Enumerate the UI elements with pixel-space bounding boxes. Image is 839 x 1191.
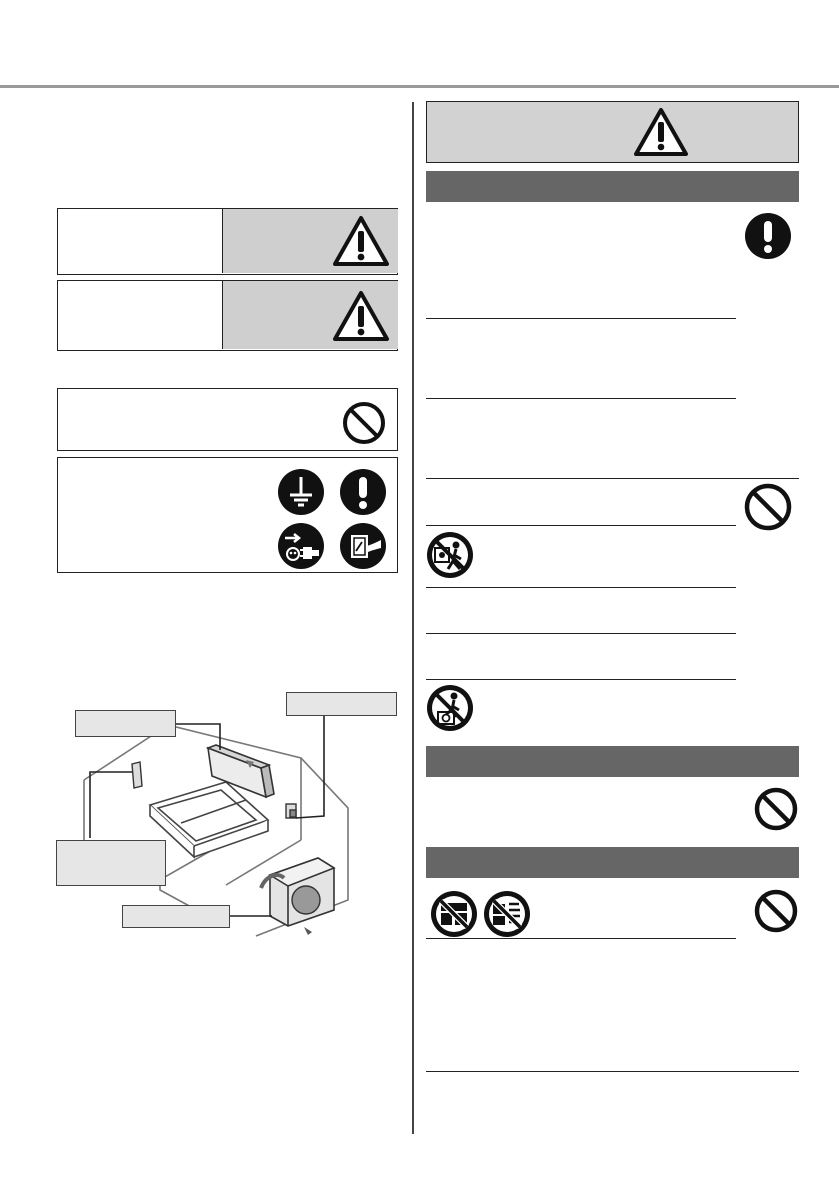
prohibited-text xyxy=(64,395,324,445)
mandatory-legend-box xyxy=(57,457,398,573)
item-divider xyxy=(426,633,736,634)
exclamation-icon xyxy=(339,468,387,516)
caution-legend-box xyxy=(57,280,398,351)
callout-remote xyxy=(56,840,166,886)
section-end-rule xyxy=(426,1071,799,1072)
switch-off-icon xyxy=(339,522,387,570)
section-bar-3 xyxy=(426,847,799,878)
callout-outdoor-unit xyxy=(122,905,230,928)
warning-header-box xyxy=(426,101,799,163)
section-bar-2 xyxy=(426,746,799,777)
caution-legend-panel xyxy=(222,281,398,349)
callout-indoor-unit xyxy=(75,710,176,737)
page-header xyxy=(0,0,839,86)
warning-triangle-icon xyxy=(633,106,689,158)
unplug-icon xyxy=(277,522,325,570)
callout-plug xyxy=(286,692,397,716)
mandatory-text xyxy=(64,464,264,564)
prohibited-icon xyxy=(753,888,799,934)
warning-triangle-icon xyxy=(331,214,391,268)
prohibited-icon xyxy=(753,786,799,832)
caution-triangle-icon xyxy=(331,289,391,343)
item-divider xyxy=(426,679,736,680)
item-divider xyxy=(426,525,736,526)
warning-legend-box xyxy=(57,208,398,275)
section-bar-1 xyxy=(426,171,799,202)
no-aerosol-icon xyxy=(430,890,478,938)
no-wet-hands-icon xyxy=(426,531,474,579)
warning-legend-panel xyxy=(222,209,398,273)
prohibited-icon xyxy=(743,482,793,532)
item-divider xyxy=(426,318,736,319)
caution-label xyxy=(62,285,218,345)
prohibited-icon xyxy=(341,400,387,446)
item-divider xyxy=(426,587,736,588)
intro-text xyxy=(58,110,398,190)
warning-header-label xyxy=(435,110,625,154)
prohibited-legend-box xyxy=(57,388,398,451)
column-divider xyxy=(412,102,414,1134)
warning-label xyxy=(62,213,218,269)
item-divider xyxy=(426,398,736,399)
no-flammable-gas-icon xyxy=(483,890,531,938)
item-divider xyxy=(426,478,799,479)
no-climb-on-unit-icon xyxy=(426,684,474,732)
mandatory-circle-icon xyxy=(744,212,792,260)
header-rule xyxy=(0,85,839,88)
item-divider xyxy=(426,938,736,939)
earth-ground-icon xyxy=(277,468,325,516)
